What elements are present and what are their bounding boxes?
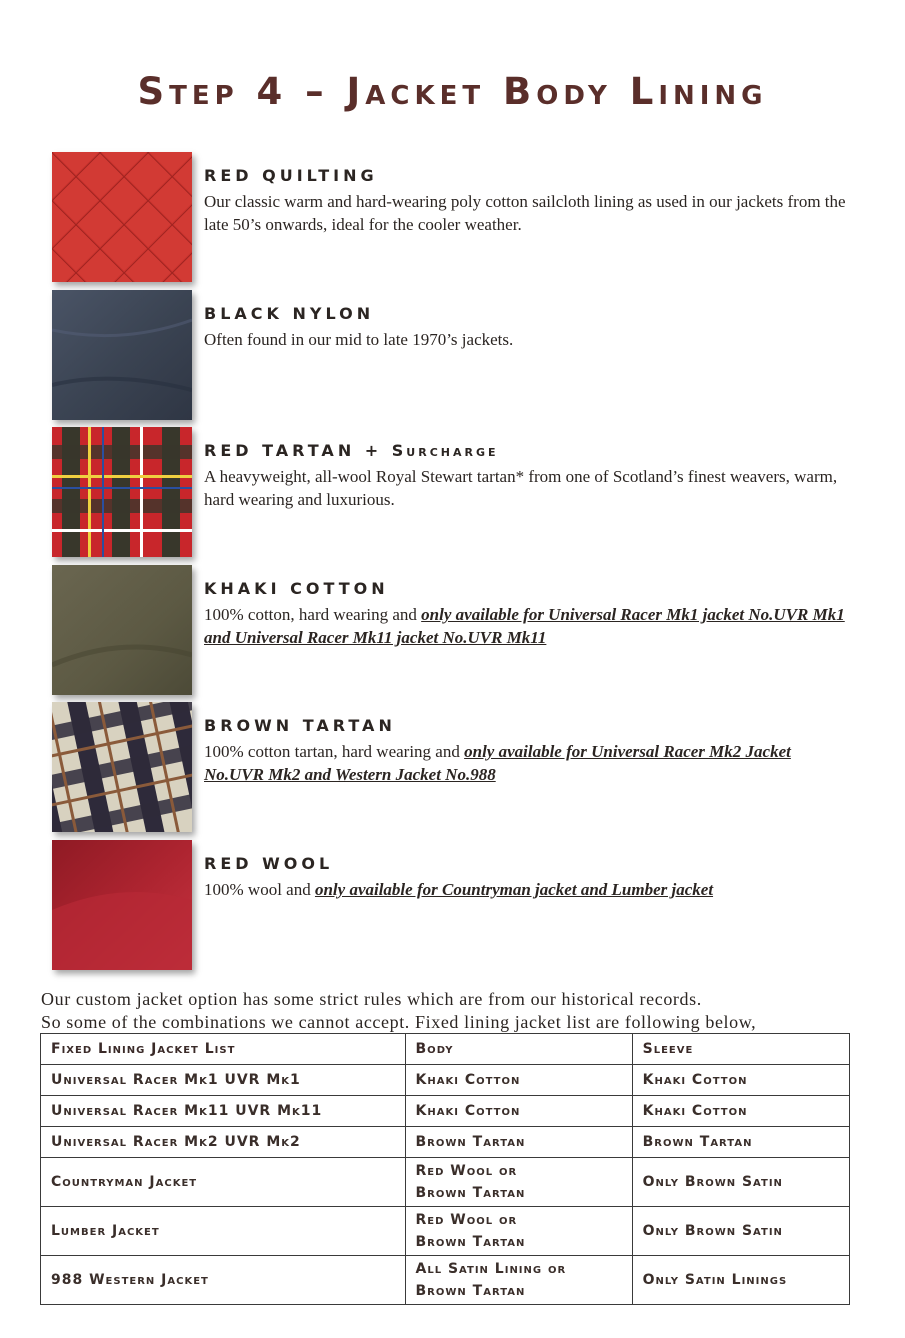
body-line: Brown Tartan	[415, 1185, 526, 1201]
table-header-row	[41, 1034, 850, 1065]
column-header: Body	[405, 1034, 632, 1065]
red-wool-swatch	[52, 840, 192, 970]
red-tartan-image	[52, 427, 192, 557]
body-cell	[405, 1256, 632, 1305]
black-nylon-swatch	[52, 290, 192, 420]
brown-tartan-image	[52, 702, 192, 832]
lining-option-red-quilting	[0, 152, 905, 292]
body-cell	[405, 1207, 632, 1256]
lining-description-text: 100% cotton tartan, hard wearing and	[204, 742, 465, 761]
body-cell	[405, 1065, 632, 1096]
lining-description-text: 100% wool and	[204, 880, 315, 899]
jacket-cell: Universal Racer Mk2 UVR Mk2	[41, 1127, 406, 1158]
lining-name: RED WOOL	[204, 854, 334, 873]
sleeve-cell: Khaki Cotton	[632, 1096, 849, 1127]
lining-name	[204, 441, 499, 460]
lining-description	[204, 740, 854, 786]
khaki-cotton-image	[52, 565, 192, 695]
table-row	[41, 1158, 850, 1207]
column-header: Sleeve	[632, 1034, 849, 1065]
column-header: Fixed Lining Jacket List	[41, 1034, 406, 1065]
sleeve-cell: Khaki Cotton	[632, 1065, 849, 1096]
lining-option-khaki-cotton	[0, 565, 905, 705]
availability-note: only available for Universal Racer Mk1 jacket No.UVR Mk1 and Universal Racer Mk11 jacket No.UVR Mk11	[204, 605, 845, 647]
lining-description-text: 100% cotton, hard wearing and	[204, 605, 422, 624]
body-line: Brown Tartan	[415, 1234, 526, 1250]
availability-note: only available for Universal Racer Mk2 Jacket No.UVR Mk2 and Western Jacket No.988	[204, 742, 791, 784]
table-row	[41, 1207, 850, 1256]
red-quilting-image	[52, 152, 192, 282]
body-line: Khaki Cotton	[415, 1103, 521, 1119]
jacket-cell: Lumber Jacket	[41, 1207, 406, 1256]
body-line: Brown Tartan	[415, 1134, 526, 1150]
body-cell	[405, 1127, 632, 1158]
lining-name: BLACK NYLON	[204, 304, 375, 323]
lining-option-red-tartan	[0, 427, 905, 567]
lining-description	[204, 603, 854, 649]
rules-line-1: Our custom jacket option has some strict rules which are from our historical records.	[41, 989, 702, 1009]
availability-note: only available for Countryman jacket and Lumber jacket	[314, 880, 714, 899]
body-cell	[405, 1158, 632, 1207]
jacket-cell: Universal Racer Mk1 UVR Mk1	[41, 1065, 406, 1096]
surcharge-label: Surcharge	[391, 441, 499, 460]
table-row	[41, 1256, 850, 1305]
table-row	[41, 1127, 850, 1158]
black-nylon-image	[52, 290, 192, 420]
lining-option-red-wool	[0, 840, 905, 980]
table-row	[41, 1096, 850, 1127]
lining-option-black-nylon	[0, 290, 905, 430]
lining-description: Often found in our mid to late 1970’s jackets.	[204, 330, 514, 349]
jacket-cell: Countryman Jacket	[41, 1158, 406, 1207]
rules-line-2: So some of the combinations we cannot accept. Fixed lining jacket list are following below,	[41, 1012, 757, 1032]
lining-description: Our classic warm and hard-wearing poly cotton sailcloth lining as used in our jackets from the late 50’s onwards, ideal for the cooler weather.	[204, 192, 846, 234]
page-title: Step 4 – Jacket Body Lining	[137, 70, 768, 113]
brown-tartan-swatch	[52, 702, 192, 832]
fixed-lining-table	[40, 1033, 850, 1305]
lining-description: A heavyweight, all-wool Royal Stewart tartan* from one of Scotland’s finest weavers, warm, hard wearing and luxurious.	[204, 467, 838, 509]
sleeve-cell: Only Brown Satin	[632, 1207, 849, 1256]
jacket-cell: Universal Racer Mk11 UVR Mk11	[41, 1096, 406, 1127]
lining-option-brown-tartan	[0, 702, 905, 842]
body-line: Khaki Cotton	[415, 1072, 521, 1088]
lining-name: KHAKI COTTON	[204, 579, 389, 598]
red-quilting-swatch	[52, 152, 192, 282]
body-line: Red Wool or	[415, 1212, 518, 1228]
khaki-cotton-swatch	[52, 565, 192, 695]
lining-name: RED QUILTING	[204, 166, 378, 185]
body-line: Brown Tartan	[415, 1283, 526, 1299]
body-line: Red Wool or	[415, 1163, 518, 1179]
red-tartan-swatch	[52, 427, 192, 557]
lining-name: BROWN TARTAN	[204, 716, 396, 735]
red-wool-image	[52, 840, 192, 970]
sleeve-cell: Brown Tartan	[632, 1127, 849, 1158]
sleeve-cell: Only Brown Satin	[632, 1158, 849, 1207]
lining-name-main: RED TARTAN +	[204, 441, 383, 460]
jacket-cell: 988 Western Jacket	[41, 1256, 406, 1305]
sleeve-cell: Only Satin Linings	[632, 1256, 849, 1305]
table-row	[41, 1065, 850, 1096]
body-line: All Satin Lining or	[415, 1261, 567, 1277]
lining-description	[204, 878, 854, 901]
body-cell	[405, 1096, 632, 1127]
custom-rules-text	[41, 988, 871, 1034]
